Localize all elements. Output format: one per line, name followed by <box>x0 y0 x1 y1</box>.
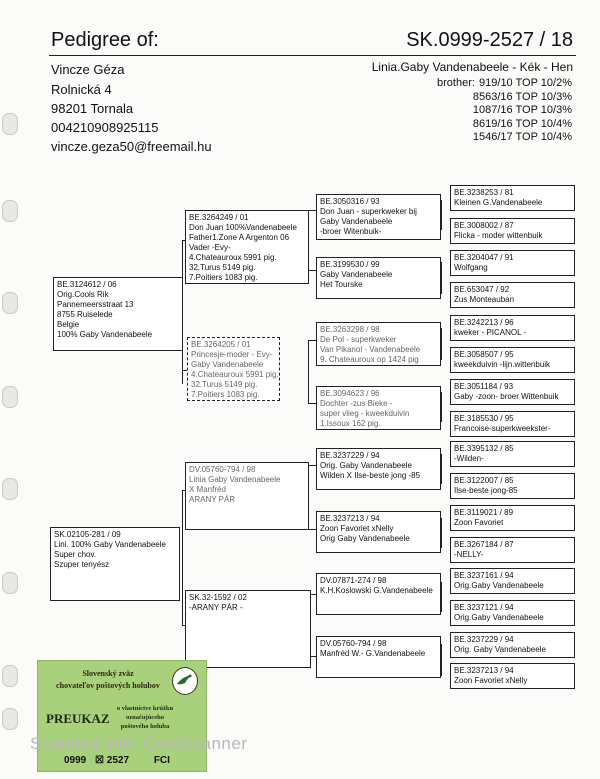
g4-ring: BE.3119021 / 89 <box>454 508 514 517</box>
father-card[interactable] <box>53 277 183 351</box>
brother-label: brother: <box>437 77 475 89</box>
badge-subtitle: o vlastníctve krúžku <box>116 705 174 712</box>
fff-line: Gaby Vandenabeele <box>320 217 393 226</box>
fm-line: Gaby Vandenabeele <box>191 360 264 369</box>
g4-card[interactable] <box>450 282 575 308</box>
g4-line: Zoon Favoriet <box>454 518 504 527</box>
brother-result: 919/10 TOP 10/2% <box>479 77 572 89</box>
g4-line: Zus Monteauban <box>454 295 515 304</box>
g4-line: kweekduivin -lijn.wittenbuik <box>454 360 551 369</box>
ownership-card <box>37 660 207 772</box>
mother-card[interactable] <box>50 527 180 601</box>
g4-ring: BE.3237121 / 94 <box>454 603 514 612</box>
g4-card[interactable] <box>450 663 575 689</box>
g4-ring: BE.3008002 / 87 <box>454 221 514 230</box>
ff-ring: BE.3264249 / 01 <box>189 213 249 222</box>
connector-line <box>441 582 442 612</box>
badge-title: PREUKAZ <box>46 711 110 726</box>
badge-org-line1: Slovenský zväz <box>82 669 134 678</box>
mmf-line: K.H.Koslowski G.Vandenabeele <box>320 586 433 595</box>
father-line: 8755 Ruiselede <box>57 310 113 319</box>
brother-result: 1087/16 TOP 10/3% <box>472 104 572 116</box>
fmm-line: 1.Issoux 162 pig. <box>320 419 381 428</box>
line-info: Linia.Gaby Vandenabeele - Kék - Hen <box>371 60 573 74</box>
g4-card[interactable] <box>450 411 575 437</box>
pigeon-emblem-icon <box>172 667 198 695</box>
g4-card[interactable] <box>450 441 575 467</box>
ff-line: Vader -Evy- <box>189 243 231 252</box>
badge-subtitle: označujúceho <box>126 714 164 721</box>
header-divider <box>49 55 576 56</box>
fmf-line: Van Pikanol - Vandenabeele <box>320 345 421 354</box>
fm-line: 32.Turus 5149 pig. <box>191 380 258 389</box>
connector-line <box>308 340 309 403</box>
g4-line: Ilse-beste jong-85 <box>454 486 518 495</box>
ffm-ring: BE.3199530 / 99 <box>320 260 380 269</box>
mf-line: Linia Gaby Vandenabeele <box>189 475 281 484</box>
father-line: Orig.Cools Rik <box>57 290 109 299</box>
fmm-line: super vlieg - kweekduivin <box>320 409 410 418</box>
father-line: Belgie <box>57 320 80 329</box>
connector-line <box>441 392 442 422</box>
connector-line <box>441 328 442 360</box>
badge-org: FCI <box>153 755 170 766</box>
page-title: Pedigree of: <box>51 29 159 51</box>
g4-ring: BE.3237213 / 94 <box>454 666 514 675</box>
g4-line: Zoon Favoriet xNelly <box>454 676 528 685</box>
fff-line: Don Juan - superkweker bij <box>320 207 417 216</box>
mother-line: Super chov. <box>54 550 97 559</box>
g4-card[interactable] <box>450 315 575 341</box>
fm-line: Princesje-moder - Evy- <box>191 350 273 359</box>
owner-city: 98201 Tornala <box>51 101 134 116</box>
mfm-line: Orig Gaby Vandenabeele <box>320 534 410 543</box>
g4-ring: BE.3242213 / 96 <box>454 318 514 327</box>
g4-card[interactable] <box>450 250 575 276</box>
binder-hole <box>2 386 18 408</box>
g4-card[interactable] <box>450 537 575 563</box>
g4-card[interactable] <box>450 473 575 499</box>
g4-line: Kleinen G.Vandenabeele <box>454 198 543 207</box>
connector-line <box>441 454 442 484</box>
g4-line: Flicka - moder wittenbuik <box>454 231 543 240</box>
brother-result: 8619/16 TOP 10/4% <box>472 118 572 130</box>
g4-line: Orig. Gaby Vandenabeele <box>454 645 546 654</box>
fmm-ring: BE.3094623 / 96 <box>320 389 380 398</box>
mother-line: Lini. 100% Gaby Vandenabeele <box>54 540 166 549</box>
ggp-card-mfm[interactable] <box>316 511 441 553</box>
ff-line: Father1.Zone A Argenton 06 <box>189 233 290 242</box>
ggp-card-mff[interactable] <box>316 448 441 490</box>
badge-ring-number <box>64 755 170 766</box>
owner-name: Vincze Géza <box>51 62 125 77</box>
connector-line <box>441 518 442 548</box>
mf-ring: DV.05760-794 / 98 <box>189 465 256 474</box>
mother-ring: SK.02105-281 / 09 <box>54 530 121 539</box>
badge-separator: ☒ <box>95 755 104 766</box>
grandsire-maternal-card[interactable] <box>185 462 309 530</box>
g4-ring: BE.3204047 / 91 <box>454 253 514 262</box>
ggp-card-fmm[interactable] <box>316 386 441 430</box>
fmf-line: De Pol - superkweker <box>320 335 397 344</box>
ffm-line: Gaby Vandenabeele <box>320 270 393 279</box>
ring-number: SK.0999-2527 / 18 <box>406 29 573 51</box>
mm-ring: SK.32-1592 / 02 <box>189 593 247 602</box>
mf-line: X Manfréd <box>189 485 226 494</box>
badge-num2: 2527 <box>106 755 130 766</box>
g4-ring: BE.3058507 / 95 <box>454 350 514 359</box>
g4-card[interactable] <box>450 505 575 531</box>
g4-ring: BE.3237161 / 94 <box>454 571 514 580</box>
mf-line: ARANY PÁR <box>189 495 236 504</box>
g4-card[interactable] <box>450 185 575 211</box>
mmm-ring: DV.05760-794 / 98 <box>320 639 387 648</box>
mff-line: Wilden X Ilse-beste jong -85 <box>320 471 421 480</box>
g4-line: -Wilden- <box>454 454 484 463</box>
father-line: 100% Gaby Vandenabeele <box>57 330 153 339</box>
ff-line: 4.Chateauroux 5991 pig. <box>189 253 277 262</box>
g4-card[interactable] <box>450 218 575 244</box>
scanner-watermark: Scanned with CamScanner <box>30 734 248 753</box>
ggp-card-mmm[interactable] <box>316 636 441 678</box>
g4-ring: BE.3237229 / 94 <box>454 635 514 644</box>
g4-line: Wolfgang <box>454 263 488 272</box>
ggp-card-mmf[interactable] <box>316 573 441 615</box>
connector-line <box>182 490 183 626</box>
g4-line: kweker - PICANOL - <box>454 328 527 337</box>
mfm-line: Zoon Favoriet xNelly <box>320 524 394 533</box>
owner-street: Rolnická 4 <box>51 82 112 97</box>
g4-ring: BE.3122007 / 85 <box>454 476 514 485</box>
fmf-ring: BE.3263298 / 98 <box>320 325 380 334</box>
ffm-line: Het Tourske <box>320 280 363 289</box>
badge-subtitle: poštového holuba <box>120 723 170 730</box>
g4-ring: BE.3051184 / 93 <box>454 382 514 391</box>
fmf-line: 9. Chateauroux op 1424 pig <box>320 355 419 364</box>
binder-hole <box>2 572 18 594</box>
binder-hole <box>2 292 18 314</box>
grandsire-paternal-card[interactable] <box>185 210 309 284</box>
g4-line: Orig.Gaby Vandenabeele <box>454 581 544 590</box>
fm-line: 7.Poitiers 1083 pig. <box>191 390 260 399</box>
connector-line <box>441 262 442 294</box>
fmm-line: Dochter -zus Bieke - <box>320 399 393 408</box>
brother-result: 1546/17 TOP 10/4% <box>472 131 572 143</box>
fff-line: -broer Witenbuik- <box>320 227 382 236</box>
owner-email[interactable]: vincze.geza50@freemail.hu <box>51 139 212 154</box>
brother-result: 8563/16 TOP 10/3% <box>472 91 572 103</box>
g4-ring: BE.3185530 / 95 <box>454 414 514 423</box>
badge-num1: 0999 <box>64 755 87 766</box>
mff-ring: BE.3237229 / 94 <box>320 451 380 460</box>
binder-hole <box>2 200 18 222</box>
badge-org-line2: chovateľov poštových holubov <box>56 681 160 690</box>
g4-ring: BE.3267184 / 87 <box>454 540 514 549</box>
granddam-paternal-card[interactable] <box>187 337 280 401</box>
g4-line: Gaby -zoon- broer Wittenbuik <box>454 392 559 401</box>
binder-hole <box>2 478 18 500</box>
g4-card[interactable] <box>450 600 575 626</box>
ggp-card-fmf[interactable] <box>316 322 441 366</box>
ff-line: 32.Turus 5149 pig. <box>189 263 256 272</box>
connector-line <box>441 200 442 230</box>
g4-card[interactable] <box>450 632 575 658</box>
ff-line: Don Juan 100%Vandenabeele <box>189 223 297 232</box>
mm-line: -ARANY PÁR - <box>189 603 243 612</box>
g4-ring: BE.653047 / 92 <box>454 285 510 294</box>
g4-ring: BE.3395132 / 85 <box>454 444 514 453</box>
fm-line: 4.Chateauroux 5991 pig. <box>191 370 279 379</box>
g4-card[interactable] <box>450 379 575 405</box>
father-line: Pannemeersstraat 13 <box>57 300 134 309</box>
mmm-line: Manfréd W.- G.Vandenabeele <box>320 649 426 658</box>
binder-hole <box>2 113 18 135</box>
connector-line <box>441 644 442 676</box>
g4-card[interactable] <box>450 568 575 594</box>
father-ring: BE.3124612 / 06 <box>57 280 117 289</box>
owner-phone: 004210908925115 <box>51 120 159 135</box>
granddam-maternal-card[interactable] <box>185 590 311 668</box>
g4-line: Orig.Gaby Vandenabeele <box>454 613 544 622</box>
mff-line: Orig. Gaby Vandenabeele <box>320 461 412 470</box>
g4-line: -NELLY- <box>454 550 484 559</box>
g4-line: Francoise-superkweekster- <box>454 424 551 433</box>
mother-line: Szuper tenyész <box>54 560 110 569</box>
g4-ring: BE.3238253 / 81 <box>454 188 514 197</box>
binder-hole <box>2 708 18 730</box>
binder-hole <box>2 665 18 687</box>
ggp-card-ffm[interactable] <box>316 257 441 299</box>
ggp-card-fff[interactable] <box>316 194 441 240</box>
ff-line: 7.Poitiers 1083 pig. <box>189 273 258 282</box>
fff-ring: BE.3050316 / 93 <box>320 197 380 206</box>
mmf-ring: DV.07871-274 / 98 <box>320 576 387 585</box>
fm-ring: BE.3264205 / 01 <box>191 340 251 349</box>
mfm-ring: BE.3237213 / 94 <box>320 514 380 523</box>
g4-card[interactable] <box>450 347 575 373</box>
